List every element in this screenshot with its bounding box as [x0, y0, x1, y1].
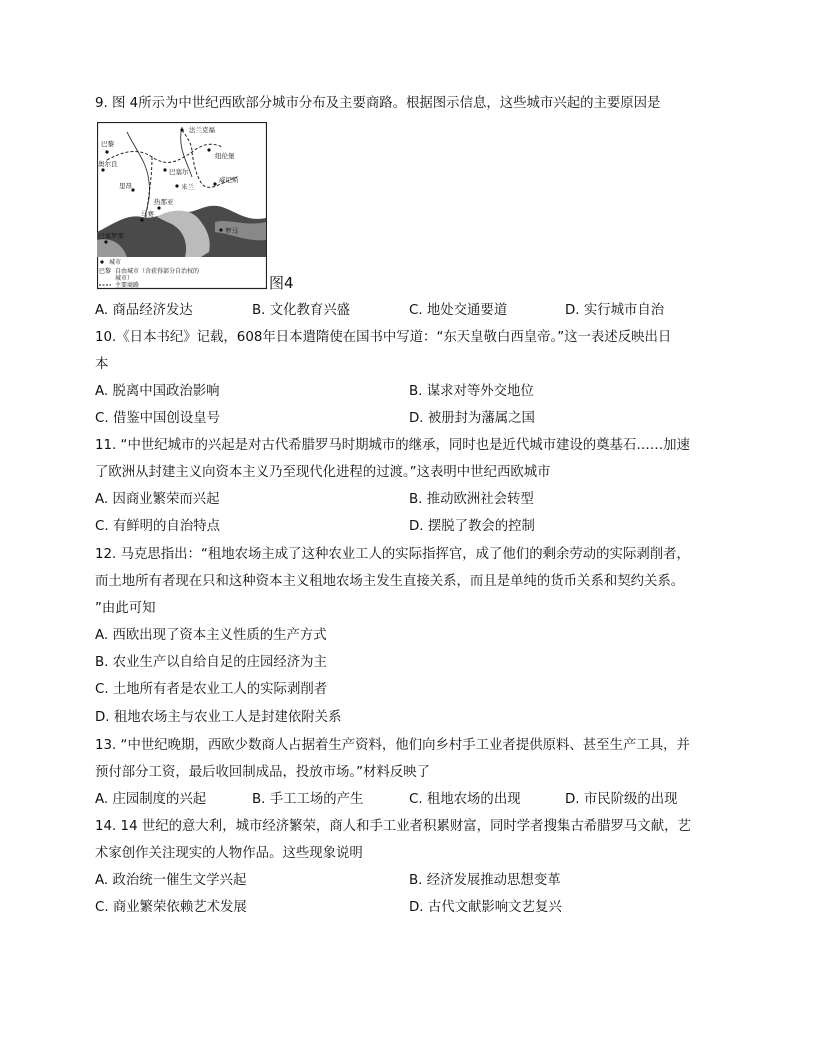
map-figure — [97, 122, 267, 290]
q14-stem-line2: 术家创作关注现实的人物作品。这些现象说明 — [95, 846, 363, 861]
q14-stem-line1: 14. 14 世纪的意大利，城市经济繁荣，商人和手工业者积累财富，同时学者搜集古希腊罗马文献，艺 — [95, 819, 691, 834]
q14-option-d[interactable]: D. 古代文献影响文艺复兴 — [409, 900, 562, 915]
city-dot — [175, 184, 178, 187]
city-dot — [101, 168, 104, 171]
q14-option-b[interactable]: B. 经济发展推动思想变革 — [409, 873, 561, 888]
city-label: 奥尔良 — [98, 160, 118, 168]
q11-option-b[interactable]: B. 推动欧洲社会转型 — [409, 492, 534, 507]
q13-option-a[interactable]: A. 庄园制度的兴起 — [95, 792, 207, 807]
city-label: 热那亚 — [154, 198, 174, 206]
legend-free-city-label: 自由城市（含获得部分自治权的 — [115, 268, 200, 275]
q12-option-a[interactable]: A. 西欧出现了资本主义性质的生产方式 — [95, 628, 327, 643]
city-label: 米兰 — [181, 183, 194, 191]
city-dot — [219, 228, 222, 231]
q14-option-c[interactable]: C. 商业繁荣依赖艺术发展 — [95, 900, 247, 915]
q13-stem-line1: 13. “中世纪晚期，西欧少数商人占据着生产资料，他们向乡村手工业者提供原料、甚至生产工具，并 — [95, 738, 690, 753]
q10-option-d[interactable]: D. 被册封为藩属之国 — [409, 411, 535, 426]
q11-option-d[interactable]: D. 摆脱了教会的控制 — [409, 519, 535, 534]
q12-stem-line2: 而土地所有者现在只和这种资本主义租地农场主发生直接关系，而且是单纯的货币关系和契约关系。 — [95, 574, 685, 589]
q9-option-c[interactable]: C. 地处交通要道 — [409, 303, 508, 318]
q13-option-b[interactable]: B. 手工工场的产生 — [252, 792, 364, 807]
q10-stem-line1: 10.《日本书纪》记载，608年日本遣隋使在国书中写道：“东天皇敬白西皇帝。”这一表述反映出日 — [95, 330, 672, 345]
city-dot — [104, 240, 107, 243]
city-dot — [105, 150, 108, 153]
q13-option-c[interactable]: C. 租地农场的出现 — [409, 792, 521, 807]
city-label: 罗马 — [225, 227, 238, 235]
city-label: 纽伦堡 — [215, 152, 235, 160]
q12-option-d[interactable]: D. 租地农场主与农业工人是封建依附关系 — [95, 710, 342, 725]
q11-option-c[interactable]: C. 有鲜明的自治特点 — [95, 519, 220, 534]
q10-stem-line2: 本 — [95, 357, 109, 372]
city-label: 巴黎 — [101, 140, 114, 148]
figure-label: 图4 — [269, 274, 294, 292]
legend-city-dot — [100, 260, 103, 263]
city-dot — [163, 168, 166, 171]
city-dot — [213, 182, 216, 185]
q9-stem: 9. 图 4所示为中世纪西欧部分城市分布及主要商路。根据图示信息，这些城市兴起的主要原因是 — [95, 96, 661, 111]
city-label: 法兰克福 — [189, 126, 215, 134]
legend-free-city-key: 巴黎 — [99, 268, 112, 275]
city-dot — [180, 128, 183, 131]
city-label: 巴塞罗那 — [98, 232, 124, 240]
legend-city-label: 城市 — [109, 259, 122, 266]
q11-stem-line1: 11. “中世纪城市的兴起是对古代希腊罗马时期城市的继承，同时也是近代城市建设的奠基石……加速 — [95, 438, 690, 453]
q9-option-a[interactable]: A. 商品经济发达 — [95, 303, 193, 318]
q12-stem-line1: 12. 马克思指出：“租地农场主成了这种农业工人的实际指挥官，成了他们的剩余劳动的实际剥削者， — [95, 547, 690, 562]
q10-option-c[interactable]: C. 借鉴中国创设皇号 — [95, 411, 220, 426]
q10-option-a[interactable]: A. 脱离中国政治影响 — [95, 384, 220, 399]
q10-option-b[interactable]: B. 谋求对等外交地位 — [409, 384, 534, 399]
legend-route-label: 主要商路 — [115, 282, 140, 289]
q11-option-a[interactable]: A. 因商业繁荣而兴起 — [95, 492, 220, 507]
city-label: 马赛 — [141, 210, 154, 218]
q13-stem-line2: 预付部分工资，最后收回制成品，投放市场。”材料反映了 — [95, 765, 431, 780]
q9-option-b[interactable]: B. 文化教育兴盛 — [252, 303, 351, 318]
city-dot — [207, 148, 210, 151]
q12-option-b[interactable]: B. 农业生产以自给自足的庄园经济为主 — [95, 655, 327, 670]
q13-option-d[interactable]: D. 市民阶级的出现 — [565, 792, 678, 807]
city-dot — [157, 206, 160, 209]
q12-option-c[interactable]: C. 土地所有者是农业工人的实际剥削者 — [95, 682, 328, 697]
city-label: 威尼斯 — [219, 176, 239, 184]
q9-option-d[interactable]: D. 实行城市自治 — [565, 303, 665, 318]
city-dot — [140, 218, 143, 221]
q12-stem-line3: ”由此可知 — [95, 601, 156, 616]
q11-stem-line2: 了欧洲从封建主义向资本主义乃至现代化进程的过渡。”这表明中世纪西欧城市 — [95, 465, 551, 480]
medieval-europe-map — [97, 122, 267, 290]
city-label: 里昂 — [119, 182, 132, 190]
legend-free-city-label2: 城市） — [115, 275, 134, 282]
q14-option-a[interactable]: A. 政治统一催生文学兴起 — [95, 873, 247, 888]
city-label: 巴塞尔 — [169, 168, 189, 176]
